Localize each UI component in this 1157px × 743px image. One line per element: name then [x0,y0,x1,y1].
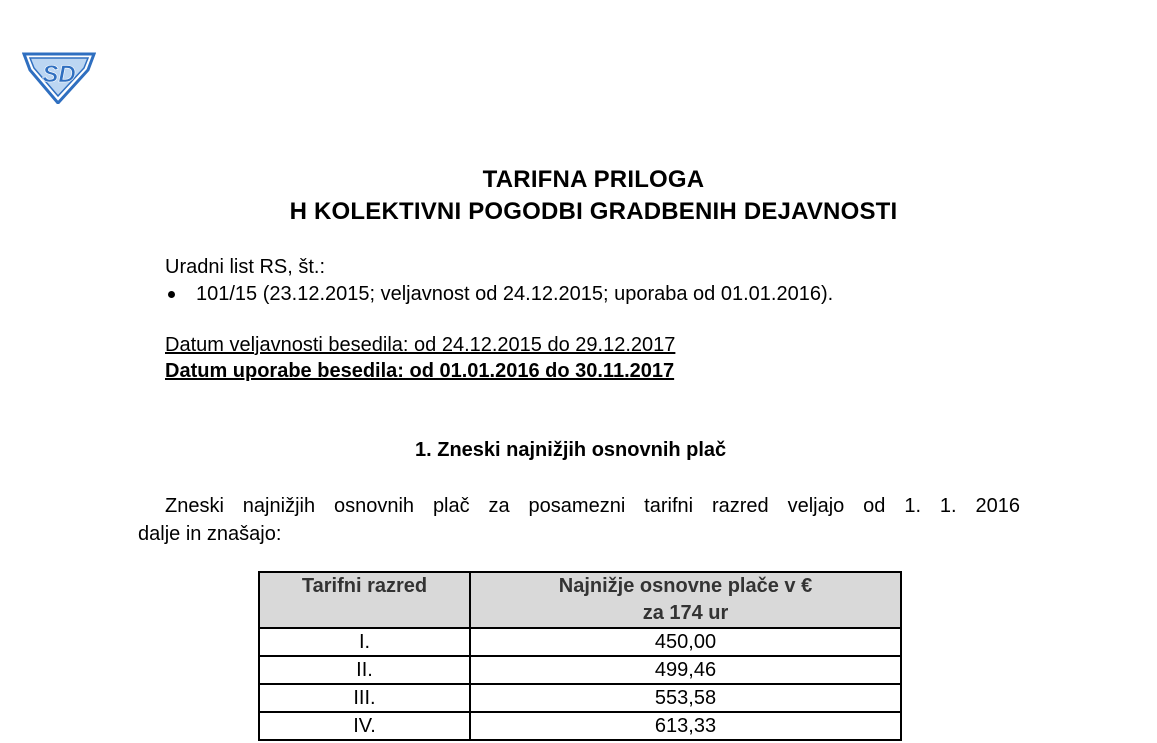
tariff-class-cell: I. [259,628,470,656]
source-label: Uradni list RS, št.: [165,256,326,278]
company-logo [22,48,96,104]
table-row [259,684,901,712]
wage-amount-cell: 553,58 [470,684,901,712]
tariff-class-cell: II. [259,656,470,684]
table-row [259,656,901,684]
document-title-line-1: TARIFNA PRILOGA [482,166,705,193]
table-row [259,628,901,656]
validity-date-text: Datum veljavnosti besedila: od 24.12.2015 do 29.12.2017 [165,334,676,356]
header-minimum-wage-line-2: za 174 ur [642,602,729,624]
usage-date-text: Datum uporabe besedila: od 01.01.2016 do 30.11.2017 [165,360,675,382]
section-heading: 1. Zneski najnižjih osnovnih plač [415,439,727,461]
source-list-item [165,283,833,306]
bullet-icon [168,291,175,298]
wage-amount-cell: 450,00 [470,628,901,656]
tariff-class-cell: IV. [259,712,470,740]
source-item-text: 101/15 (23.12.2015; veljavnost od 24.12.2015; uporaba od 01.01.2016). [196,283,834,305]
tariff-class-cell: III. [259,684,470,712]
paragraph-line-1: Zneski najnižjih osnovnih plač za posamezni tarifni razred veljajo od 1. 1. 2016 [165,495,1020,517]
header-tariff-class: Tarifni razred [259,572,470,628]
tariff-table [258,571,902,741]
header-minimum-wage [470,572,901,628]
document-title-line-2: H KOLEKTIVNI POGODBI GRADBENIH DEJAVNOSTI [289,198,898,225]
paragraph-line-2: dalje in znašajo: [138,523,282,545]
wage-amount-cell: 613,33 [470,712,901,740]
table-header-row [259,572,901,628]
wage-amount-cell: 499,46 [470,656,901,684]
header-minimum-wage-line-1: Najnižje osnovne plače v € [558,575,813,597]
body-paragraph [138,492,1020,548]
table-row [259,712,901,740]
logo-lettering: SD [42,61,76,88]
